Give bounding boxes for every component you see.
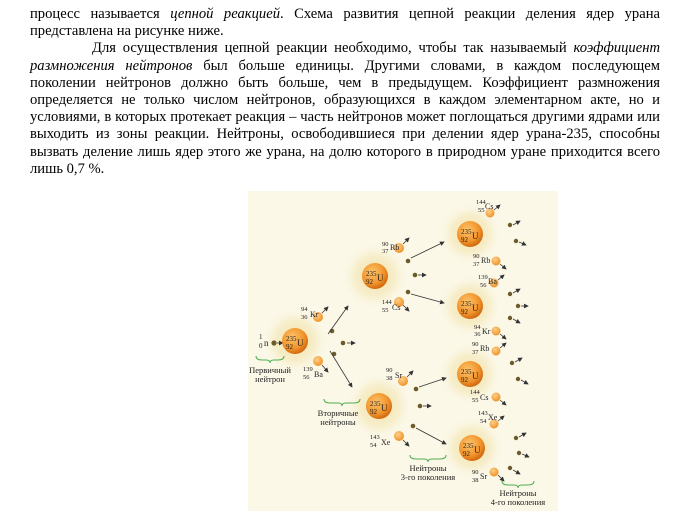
uranium-nucleus-gen3-3 bbox=[457, 361, 483, 387]
neutron-charge: 0 bbox=[259, 342, 263, 350]
fragment-kr94-gen1 bbox=[301, 306, 328, 322]
paragraph-2-start: Для осуществления цепной реакции необходимо, чтобы так называемый bbox=[92, 40, 574, 57]
svg-text:U: U bbox=[472, 303, 479, 313]
svg-text:U: U bbox=[474, 445, 481, 455]
svg-text:235: 235 bbox=[286, 335, 297, 343]
svg-text:144: 144 bbox=[382, 299, 392, 306]
label-fourth-gen-1: Нейтроны bbox=[499, 488, 537, 498]
svg-text:38: 38 bbox=[472, 477, 479, 484]
term-chain-reaction: цепной реакцией bbox=[170, 6, 280, 22]
paragraph-2-end: был больше единицы. Другими словами, в каждом последующем поколении нейтронов должно быть больше, чем в предыдущем. Коэффициент размножения определяется не только числом нейтронов, образующихся в каждом элементарном акте, но и условиями, в которых протекает реакция – часть нейтронов может поглощаться другими ядрами или выходить из зоны реакции. Нейтроны, освободившиеся при делении ядер урана-235, способны вызвать деление лишь ядер этого же урана, на долю которого в природном уране приходится всего лишь 0,7 %. bbox=[30, 57, 661, 177]
svg-text:55: 55 bbox=[478, 207, 485, 214]
label-fourth-gen-2: 4-го поколения bbox=[490, 497, 546, 507]
svg-text:Cs: Cs bbox=[485, 202, 494, 211]
chain-reaction-figure bbox=[248, 191, 558, 511]
svg-text:92: 92 bbox=[461, 236, 468, 244]
svg-text:235: 235 bbox=[461, 368, 472, 376]
svg-text:Rb: Rb bbox=[481, 256, 491, 265]
svg-text:Ba: Ba bbox=[314, 370, 323, 379]
svg-text:235: 235 bbox=[461, 228, 472, 236]
svg-text:90: 90 bbox=[472, 341, 479, 348]
neutron-dot bbox=[271, 340, 276, 345]
svg-text:94: 94 bbox=[474, 324, 481, 331]
label-secondary-neutrons-1: Вторичные bbox=[317, 408, 359, 418]
svg-text:139: 139 bbox=[478, 274, 488, 281]
svg-text:56: 56 bbox=[480, 282, 487, 289]
svg-text:235: 235 bbox=[463, 442, 474, 450]
svg-text:Xe: Xe bbox=[381, 438, 391, 447]
uranium-nucleus-gen3-2 bbox=[457, 293, 483, 319]
neutron-mass: 1 bbox=[259, 333, 263, 341]
term-multiplication-factor: коэффициент размножения нейтронов bbox=[30, 40, 660, 74]
chain-reaction-diagram bbox=[248, 191, 558, 511]
uranium-nucleus-gen2-bottom bbox=[366, 393, 392, 419]
svg-text:90: 90 bbox=[472, 469, 479, 476]
paragraph-1-start: процесс называется bbox=[30, 6, 171, 22]
svg-text:143: 143 bbox=[478, 410, 488, 417]
svg-text:37: 37 bbox=[473, 261, 480, 268]
svg-text:36: 36 bbox=[301, 314, 308, 321]
paragraph-2 bbox=[30, 40, 660, 178]
svg-text:56: 56 bbox=[303, 374, 310, 381]
svg-text:Ba: Ba bbox=[488, 277, 497, 286]
svg-text:Cs: Cs bbox=[392, 303, 401, 312]
paragraph-1 bbox=[30, 6, 660, 40]
fourth-gen-neutrons bbox=[508, 221, 529, 474]
svg-text:94: 94 bbox=[301, 306, 308, 313]
label-third-gen-1: Нейтроны bbox=[409, 463, 447, 473]
svg-text:92: 92 bbox=[461, 376, 468, 384]
label-primary-neutron-2: нейтрон bbox=[255, 374, 285, 384]
svg-text:Kr: Kr bbox=[482, 327, 491, 336]
svg-text:U: U bbox=[377, 273, 384, 283]
svg-text:143: 143 bbox=[370, 434, 380, 441]
svg-text:36: 36 bbox=[474, 331, 481, 338]
neutron-symbol: n bbox=[264, 338, 269, 348]
svg-text:55: 55 bbox=[472, 397, 479, 404]
svg-text:90: 90 bbox=[382, 241, 389, 248]
svg-text:235: 235 bbox=[366, 270, 377, 278]
svg-text:37: 37 bbox=[472, 349, 479, 356]
paragraph-1-end: . Схема развития цепной реакции деления ядер урана представлена на рисунке ниже. bbox=[30, 6, 660, 40]
svg-text:139: 139 bbox=[303, 366, 313, 373]
svg-text:U: U bbox=[381, 403, 388, 413]
label-third-gen-2: 3-го поколения bbox=[400, 472, 456, 482]
uranium-nucleus-gen3-4 bbox=[459, 435, 485, 461]
label-primary-neutron-1: Первичный bbox=[249, 365, 291, 375]
uranium-nucleus-gen2-top bbox=[362, 263, 388, 289]
svg-text:92: 92 bbox=[463, 450, 470, 458]
svg-text:92: 92 bbox=[370, 408, 377, 416]
fragment-cs144-gen2 bbox=[382, 297, 409, 314]
svg-text:144: 144 bbox=[476, 199, 486, 206]
svg-text:92: 92 bbox=[461, 308, 468, 316]
body-text bbox=[30, 6, 660, 178]
secondary-neutrons bbox=[328, 306, 355, 387]
svg-text:Xe: Xe bbox=[488, 413, 498, 422]
svg-text:Cs: Cs bbox=[480, 393, 489, 402]
svg-text:92: 92 bbox=[366, 278, 373, 286]
svg-text:U: U bbox=[472, 231, 479, 241]
svg-text:Kr: Kr bbox=[310, 310, 319, 319]
uranium-nucleus-gen1 bbox=[282, 328, 308, 354]
fragment-kr94-gen3-2 bbox=[474, 324, 506, 339]
svg-text:37: 37 bbox=[382, 248, 389, 255]
svg-text:Rb: Rb bbox=[390, 243, 400, 252]
label-secondary-neutrons-2: нейтроны bbox=[320, 417, 356, 427]
svg-text:54: 54 bbox=[480, 418, 487, 425]
svg-text:90: 90 bbox=[386, 367, 393, 374]
svg-text:235: 235 bbox=[461, 300, 472, 308]
svg-text:235: 235 bbox=[370, 400, 381, 408]
svg-text:92: 92 bbox=[286, 343, 293, 351]
svg-text:55: 55 bbox=[382, 307, 389, 314]
svg-text:U: U bbox=[297, 338, 304, 348]
svg-text:38: 38 bbox=[386, 375, 393, 382]
svg-text:Sr: Sr bbox=[395, 371, 403, 380]
fragment-rb90-gen3-1 bbox=[473, 253, 506, 269]
svg-text:90: 90 bbox=[473, 253, 480, 260]
svg-text:U: U bbox=[472, 371, 479, 381]
uranium-nucleus-gen3-1 bbox=[457, 221, 483, 247]
svg-text:54: 54 bbox=[370, 442, 377, 449]
svg-text:Sr: Sr bbox=[480, 472, 488, 481]
svg-text:144: 144 bbox=[470, 389, 480, 396]
svg-text:Rb: Rb bbox=[480, 344, 490, 353]
